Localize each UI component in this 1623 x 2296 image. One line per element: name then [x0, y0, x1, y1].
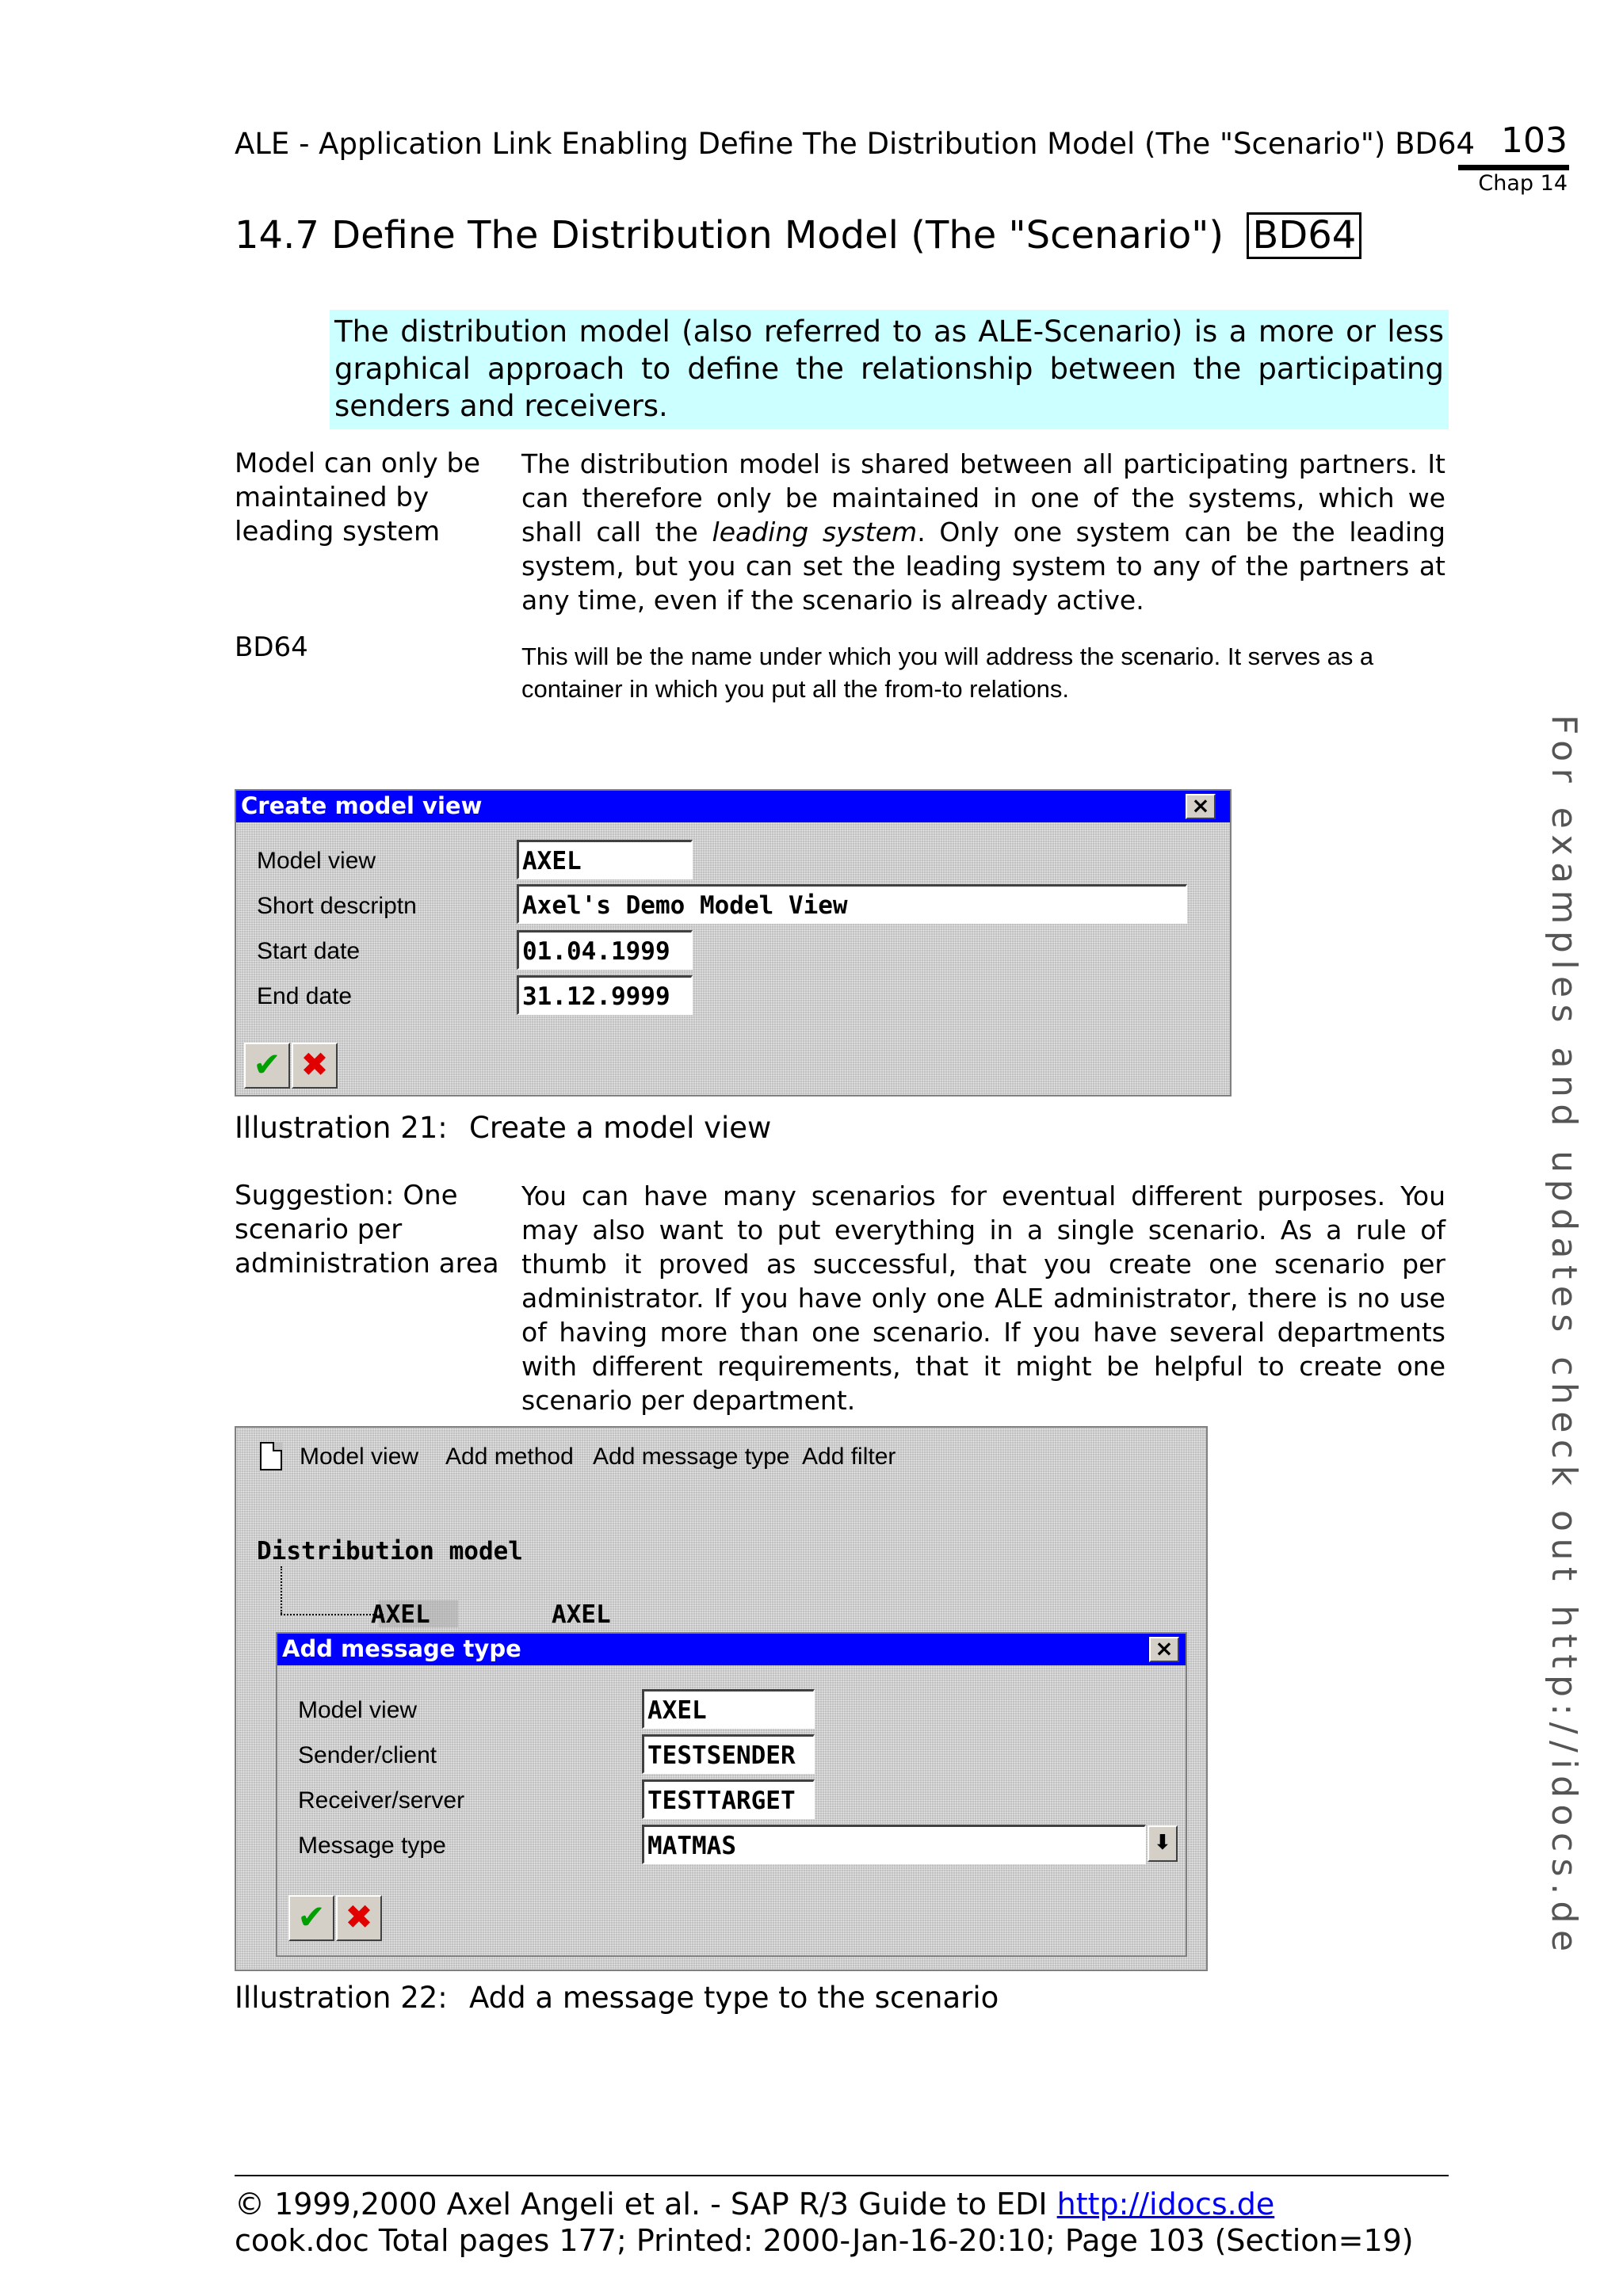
side-note-leading-system: Model can only be maintained by leading system: [235, 448, 481, 547]
sender-client-label: Sender/client: [298, 1742, 437, 1768]
side-banner: [1541, 715, 1589, 1958]
caption-text: Add a message type to the scenario: [469, 1981, 999, 2015]
confirm-checkmark-icon[interactable]: ✔: [244, 1043, 290, 1089]
footer-print-info: cook.doc Total pages 177; Printed: 2000-Jan-16-20:10; Page 103 (Section=19): [235, 2223, 1414, 2258]
toolbar: [236, 1428, 1206, 1483]
start-date-field[interactable]: 01.04.1999: [517, 930, 693, 970]
menu-add-message-type[interactable]: Add message type: [593, 1444, 790, 1470]
short-description-label: Short descriptn: [257, 893, 417, 919]
short-description-field[interactable]: Axel's Demo Model View: [517, 884, 1187, 924]
message-type-label: Message type: [298, 1833, 446, 1859]
cancel-x-icon[interactable]: ✖: [292, 1043, 338, 1089]
side-note-bd64: BD64: [235, 631, 308, 663]
model-view-field[interactable]: AXEL: [517, 840, 693, 879]
model-view-label: Model view: [257, 848, 376, 874]
page-number: 103: [1501, 120, 1568, 161]
end-date-label: End date: [257, 983, 353, 1009]
transaction-code-box: BD64: [1247, 212, 1361, 259]
distribution-model-screen: [235, 1426, 1208, 1971]
illustration-22-caption: [235, 1981, 999, 2015]
message-type-field[interactable]: MATMAS: [642, 1825, 1146, 1864]
receiver-server-field[interactable]: TESTTARGET: [642, 1779, 815, 1819]
side-note-one-scenario: Suggestion: One scenario per administration area: [235, 1180, 499, 1280]
paragraph-scenarios: You can have many scenarios for eventual different purposes. You may also want to put everything in a single scenario. As a rule of thumb it proved as successful, that you create one scenario per administrator. If you have only one ALE administrator, there is no use of having more than one scenario. If you have several departments with different requirements, that it might be helpful to create one scenario per department.: [521, 1180, 1445, 1416]
sender-client-field[interactable]: TESTSENDER: [642, 1734, 815, 1774]
menu-add-filter[interactable]: Add filter: [802, 1444, 896, 1470]
running-header: ALE - Application Link Enabling Define The Distribution Model (The "Scenario") BD64: [235, 127, 1476, 161]
model-view-field[interactable]: AXEL: [642, 1689, 815, 1729]
paragraph-bd64: This will be the name under which you will address the scenario. It serves as a container in which you put all the from-to relations.: [521, 643, 1374, 703]
footer-rule: [235, 2175, 1449, 2176]
cancel-x-icon[interactable]: ✖: [336, 1895, 382, 1941]
dropdown-arrow-icon[interactable]: ⬇: [1148, 1825, 1178, 1862]
tree-connector: [281, 1614, 384, 1615]
section-title: [235, 212, 1361, 259]
dialog-titlebar: [277, 1634, 1186, 1665]
menu-model-view[interactable]: Model view: [300, 1444, 419, 1470]
create-model-view-dialog: [235, 789, 1232, 1097]
caption-text: Create a model view: [469, 1111, 772, 1145]
close-button[interactable]: ×: [1186, 794, 1216, 819]
menu-add-method[interactable]: Add method: [445, 1444, 574, 1470]
caption-number: Illustration 21:: [235, 1111, 448, 1145]
paragraph-text: The distribution model is shared between all participating partners. It can therefore only be maintained in one of the systems, which we shall call the: [521, 448, 1445, 547]
side-banner-text: For examples and updates check out http://idocs.de: [1544, 715, 1584, 1958]
caption-number: Illustration 22:: [235, 1981, 448, 2015]
abstract-box: The distribution model (also referred to as ALE-Scenario) is a more or less graphical approach to define the relationship between the participating senders and receivers.: [330, 310, 1449, 429]
chapter-label: Chap 14: [1478, 171, 1568, 196]
dialog-title: Create model view: [241, 792, 483, 819]
end-date-field[interactable]: 31.12.9999: [517, 975, 693, 1015]
emphasis-leading-system: leading system: [712, 517, 918, 547]
tree-connector: [281, 1566, 282, 1614]
section-title-text: 14.7 Define The Distribution Model (The "Scenario"): [235, 213, 1224, 257]
tree-node[interactable]: AXEL: [371, 1600, 430, 1629]
footer-link[interactable]: http://idocs.de: [1056, 2187, 1275, 2222]
tree-title: Distribution model: [257, 1537, 523, 1566]
receiver-server-label: Receiver/server: [298, 1787, 465, 1814]
paragraph-text: . Only one system can be the leading system, but you can set the leading system to any of the partners at any time, even if the scenario is already active.: [521, 517, 1446, 616]
close-button[interactable]: ×: [1149, 1637, 1179, 1662]
confirm-checkmark-icon[interactable]: ✔: [288, 1895, 334, 1941]
start-date-label: Start date: [257, 938, 361, 964]
illustration-21-caption: [235, 1111, 771, 1145]
copyright-text: © 1999,2000 Axel Angeli et al. - SAP R/3 Guide to EDI: [235, 2187, 1057, 2222]
dialog-titlebar: [236, 791, 1230, 822]
model-view-label: Model view: [298, 1697, 418, 1723]
document-icon[interactable]: [260, 1442, 282, 1470]
add-message-type-dialog: [276, 1632, 1187, 1957]
tree-node-description: AXEL: [552, 1600, 611, 1629]
paragraph-leading-system: [521, 447, 1445, 617]
footer-copyright: [235, 2187, 1274, 2222]
dialog-title: Add message type: [282, 1635, 521, 1662]
header-rule: [1458, 165, 1569, 170]
